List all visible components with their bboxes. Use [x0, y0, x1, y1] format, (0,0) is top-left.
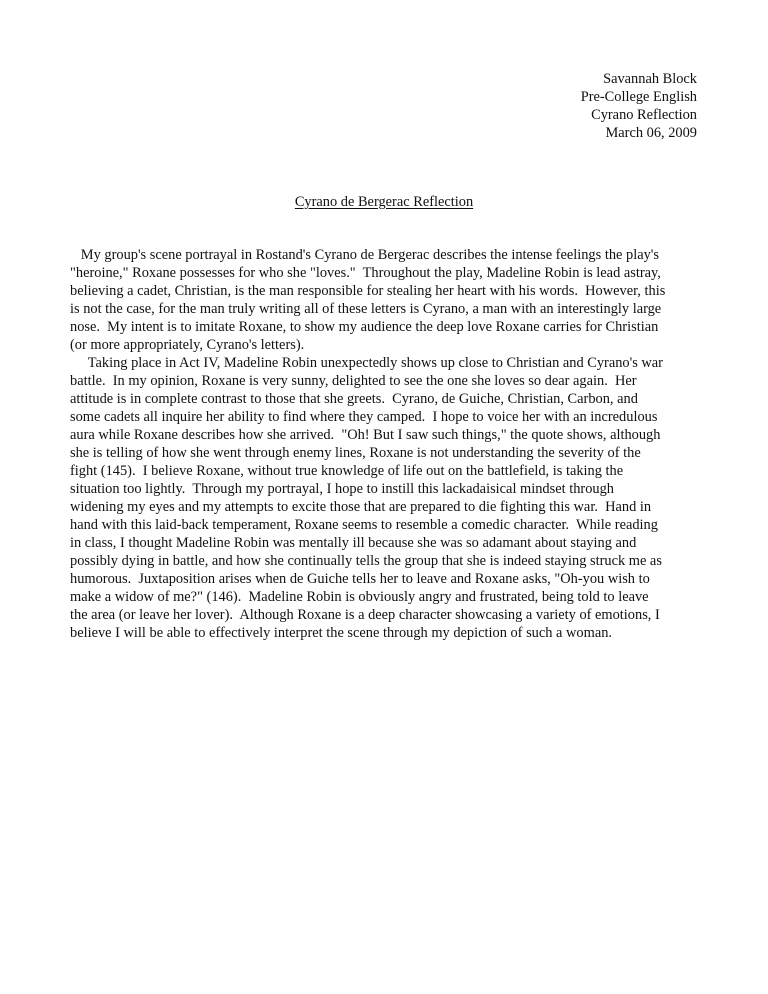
body-line: some cadets all inquire her ability to find where they camped. I hope to voice her with an incredulous [70, 409, 658, 425]
body-line: attitude is in complete contrast to those that she greets. Cyrano, de Guiche, Christian, Carbon, and [70, 391, 638, 407]
body-line: "heroine," Roxane possesses for who she "loves." Throughout the play, Madeline Robin is lead astray, [70, 265, 661, 281]
body-line: battle. In my opinion, Roxane is very sunny, delighted to see the one she loves so dear again. Her [70, 373, 637, 389]
body-line: she is telling of how she went through enemy lines, Roxane is not understanding the severity of the [70, 445, 641, 461]
body-line: (or more appropriately, Cyrano's letters). [70, 337, 305, 353]
body-line: the area (or leave her lover). Although Roxane is a deep character showcasing a variety of emotions, I [70, 607, 660, 623]
body-line: aura while Roxane describes how she arrived. "Oh! But I saw such things," the quote shows, although [70, 427, 661, 443]
body-line: Taking place in Act IV, Madeline Robin unexpectedly shows up close to Christian and Cyrano's war [70, 355, 663, 371]
body-line: possibly dying in battle, and how she continually tells the group that she is indeed staying struck me as [70, 553, 662, 569]
body-line: widening my eyes and my attempts to excite those that are prepared to die fighting this war. Hand in [70, 499, 652, 515]
assignment-name: Cyrano Reflection [591, 107, 697, 123]
body-line: believing a cadet, Christian, is the man responsible for stealing her heart with his words. However, this [70, 283, 666, 299]
essay-body [70, 246, 710, 642]
body-line: fight (145). I believe Roxane, without true knowledge of life out on the battlefield, is taking the [70, 463, 624, 479]
author-name: Savannah Block [603, 71, 697, 87]
document-title: Cyrano de Bergerac Reflection [294, 194, 474, 210]
body-line: in class, I thought Madeline Robin was mentally ill because she was so adamant about staying and [70, 535, 637, 551]
body-line: My group's scene portrayal in Rostand's Cyrano de Bergerac describes the intense feelings the play's [70, 247, 659, 263]
document-date: March 06, 2009 [605, 125, 697, 141]
body-line: believe I will be able to effectively interpret the scene through my depiction of such a woman. [70, 625, 612, 641]
body-line: hand with this laid-back temperament, Roxane seems to resemble a comedic character. While reading [70, 517, 658, 533]
course-name: Pre-College English [580, 89, 697, 105]
header-block [581, 70, 697, 142]
body-line: situation too lightly. Through my portrayal, I hope to instill this lackadaisical mindset through [70, 481, 614, 497]
body-line: nose. My intent is to imitate Roxane, to show my audience the deep love Roxane carries for Christian [70, 319, 659, 335]
body-line: is not the case, for the man truly writing all of these letters is Cyrano, a man with an interestingly large [70, 301, 662, 317]
body-line: make a widow of me?" (146). Madeline Robin is obviously angry and frustrated, being told to leave [70, 589, 649, 605]
body-line: humorous. Juxtaposition arises when de Guiche tells her to leave and Roxane asks, "Oh-you wish to [70, 571, 650, 587]
